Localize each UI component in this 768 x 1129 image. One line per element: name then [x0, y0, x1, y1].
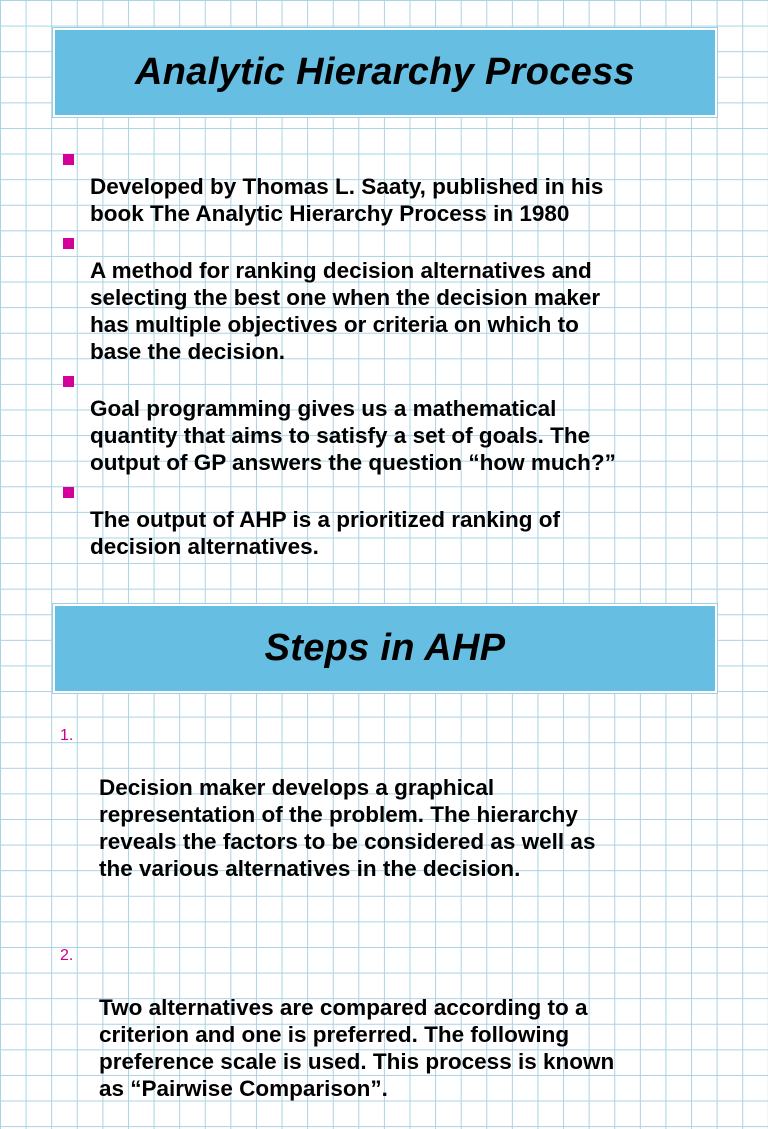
step-text: Two alternatives are compared according to a criterion and one is preferred. The following preference scale is used. This process is known as “Pairwise Comparison”.: [99, 995, 615, 1101]
bullet-text: A method for ranking decision alternatives and selecting the best one when the decision maker has multiple objectives or criteria on which to base the decision.: [90, 258, 601, 364]
square-bullet-icon: [63, 238, 74, 249]
bullet-text: The output of AHP is a prioritized ranking of decision alternatives.: [90, 507, 561, 559]
slide-analytic-hierarchy-process: [0, 0, 768, 559]
bullet-item: [60, 230, 760, 365]
title-banner: [53, 28, 717, 117]
step-number: 1.: [60, 727, 74, 744]
square-bullet-icon: [63, 154, 74, 165]
numbered-step-list: [60, 720, 760, 1129]
slide-title: Analytic Hierarchy Process: [135, 51, 635, 93]
bullet-item: [60, 146, 760, 227]
bullet-text: Goal programming gives us a mathematical quantity that aims to satisfy a set of goals. The output of GP answers the question “how much?”: [90, 396, 616, 475]
bullet-text: Developed by Thomas L. Saaty, published in his book The Analytic Hierarchy Process in 1980: [90, 174, 604, 226]
step-number: 2.: [60, 947, 74, 964]
step-item: [60, 720, 760, 909]
bullet-list: [60, 146, 760, 563]
step-text: Decision maker develops a graphical representation of the problem. The hierarchy reveals the factors to be considered as well as the various alternatives in the decision.: [99, 775, 596, 881]
step-item: [60, 940, 760, 1129]
square-bullet-icon: [63, 376, 74, 387]
square-bullet-icon: [63, 487, 74, 498]
slide-steps-in-ahp: [0, 512, 768, 1101]
title-banner: [53, 604, 717, 693]
slide-title: Steps in AHP: [264, 627, 506, 669]
bullet-item: [60, 368, 760, 476]
